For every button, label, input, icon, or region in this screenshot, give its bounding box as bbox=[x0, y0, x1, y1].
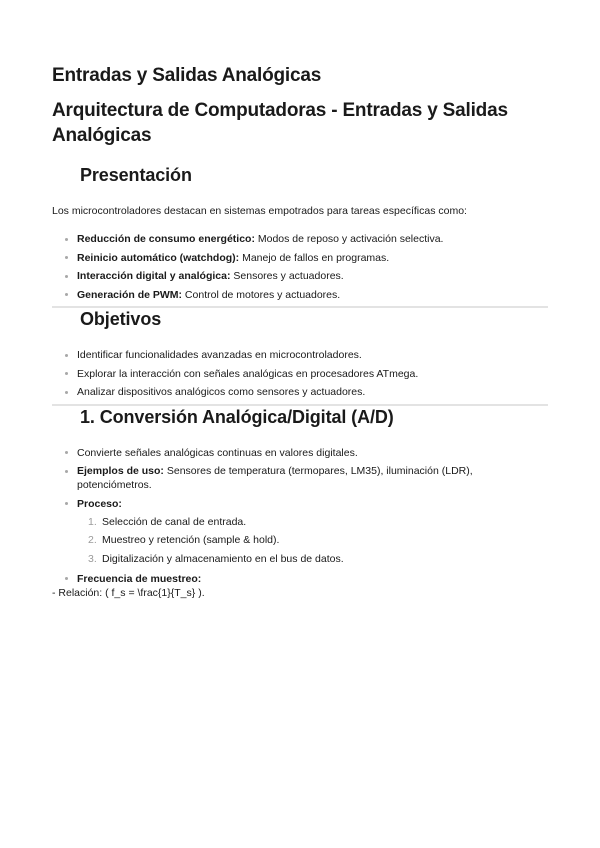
presentacion-intro: Los microcontroladores destacan en sistemas empotrados para tareas específicas como: bbox=[52, 205, 467, 217]
list-item bbox=[52, 464, 548, 492]
list-item-label: Interacción digital y analógica: bbox=[77, 270, 231, 282]
list-item-text: Modos de reposo y activación selectiva. bbox=[254, 233, 444, 245]
section-conversion bbox=[52, 406, 548, 600]
step-text: Selección de canal de entrada. bbox=[102, 515, 247, 528]
list-item bbox=[52, 572, 548, 600]
list-item-label: Ejemplos de uso: bbox=[77, 465, 164, 477]
document-title: Entradas y Salidas Analógicas bbox=[52, 65, 322, 86]
step-text: Digitalización y almacenamiento en el bus de datos. bbox=[102, 552, 344, 565]
step-number: 3. bbox=[88, 552, 97, 565]
step-item bbox=[77, 533, 548, 547]
list-item: Identificar funcionalidades avanzadas en microcontroladores. bbox=[52, 348, 548, 362]
list-item bbox=[52, 232, 548, 246]
list-item: Convierte señales analógicas continuas en valores digitales. bbox=[52, 446, 548, 460]
list-item-label: Reducción de consumo energético: bbox=[77, 233, 255, 245]
step-item bbox=[77, 552, 548, 566]
section-heading-objetivos: Objetivos bbox=[80, 309, 162, 329]
step-text: Muestreo y retención (sample & hold). bbox=[102, 534, 280, 546]
list-item bbox=[52, 251, 548, 265]
list-item-text: Sensores y actuadores. bbox=[230, 270, 344, 282]
list-item-label: Frecuencia de muestreo: bbox=[77, 572, 202, 585]
document-content bbox=[52, 64, 548, 604]
list-item bbox=[52, 288, 548, 302]
list-item: Analizar dispositivos analógicos como sensores y actuadores. bbox=[52, 385, 548, 399]
section-heading-conversion: 1. Conversión Analógica/Digital (A/D) bbox=[80, 406, 394, 427]
step-item bbox=[77, 515, 548, 529]
list-item-text: Control de motores y actuadores. bbox=[182, 288, 341, 301]
objetivos-list bbox=[52, 348, 548, 399]
frecuencia-formula: - Relación: ( f_s = \frac{1}{T_s} ). bbox=[52, 586, 205, 599]
conversion-list bbox=[52, 446, 548, 600]
proceso-steps bbox=[77, 515, 548, 566]
list-item bbox=[52, 269, 548, 283]
list-item-label: Reinicio automático (watchdog): bbox=[77, 251, 240, 264]
list-item-text: Manejo de fallos en programas. bbox=[239, 251, 390, 264]
presentacion-list bbox=[52, 232, 548, 302]
list-item-label: Proceso: bbox=[77, 497, 122, 510]
section-objetivos bbox=[52, 308, 548, 399]
document-subtitle: Arquitectura de Computadoras - Entradas y Salidas Analógicas bbox=[52, 100, 508, 146]
section-presentacion bbox=[52, 164, 548, 302]
step-number: 2. bbox=[88, 534, 97, 546]
section-heading-presentacion: Presentación bbox=[80, 165, 192, 185]
step-number: 1. bbox=[88, 515, 97, 528]
list-item: Explorar la interacción con señales analógicas en procesadores ATmega. bbox=[52, 367, 548, 381]
list-item-text: Sensores de temperatura (termopares, LM35), iluminación (LDR), potenciómetros. bbox=[77, 465, 473, 491]
list-item-label: Generación de PWM: bbox=[77, 288, 183, 301]
list-item bbox=[52, 497, 548, 566]
